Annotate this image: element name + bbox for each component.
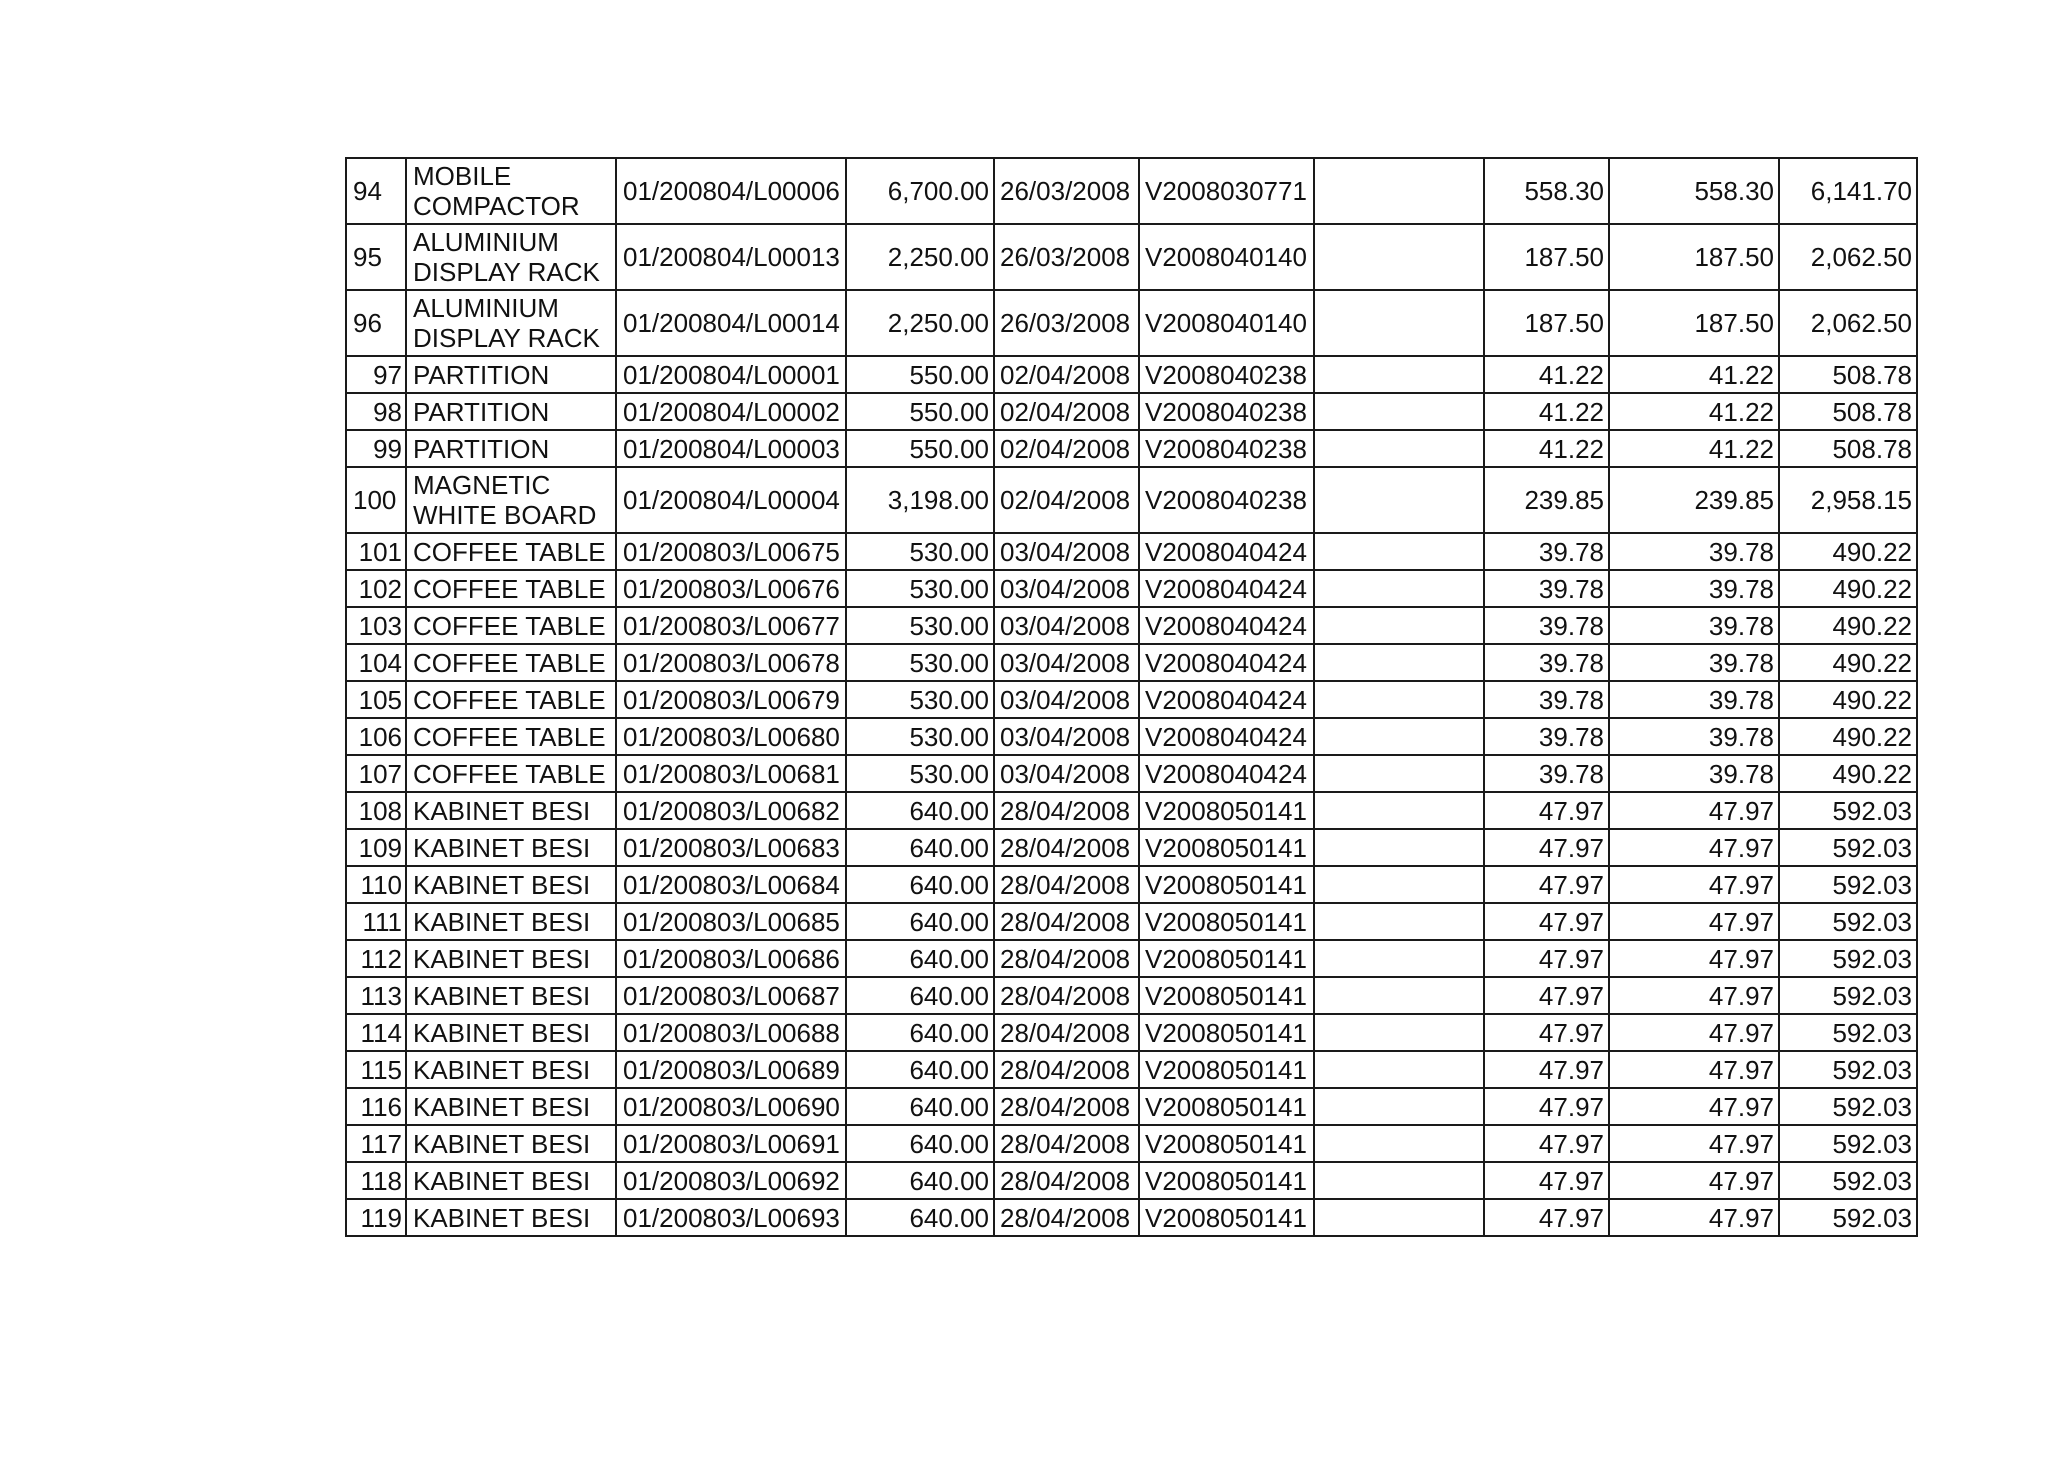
voucher-cell: V2008050141 <box>1139 903 1314 940</box>
net-book-value-cell: 592.03 <box>1779 977 1917 1014</box>
net-book-value-cell: 2,062.50 <box>1779 290 1917 356</box>
cost-cell: 550.00 <box>846 356 994 393</box>
description-cell: PARTITION <box>406 430 616 467</box>
table-row <box>346 1125 1917 1162</box>
cost-cell: 640.00 <box>846 1051 994 1088</box>
date-cell: 03/04/2008 <box>994 718 1139 755</box>
blank-cell <box>1314 430 1484 467</box>
row-number-cell: 109 <box>346 829 406 866</box>
net-book-value-cell: 508.78 <box>1779 430 1917 467</box>
asset-code-cell: 01/200803/L00675 <box>616 533 846 570</box>
description-cell: KABINET BESI <box>406 866 616 903</box>
asset-code-cell: 01/200803/L00685 <box>616 903 846 940</box>
description-cell: ALUMINIUM DISPLAY RACK <box>406 224 616 290</box>
depreciation-cell: 39.78 <box>1484 607 1609 644</box>
accumulated-depreciation-cell: 47.97 <box>1609 1199 1779 1236</box>
net-book-value-cell: 592.03 <box>1779 1051 1917 1088</box>
voucher-cell: V2008050141 <box>1139 1125 1314 1162</box>
blank-cell <box>1314 977 1484 1014</box>
date-cell: 28/04/2008 <box>994 1199 1139 1236</box>
row-number-cell: 101 <box>346 533 406 570</box>
description-cell: KABINET BESI <box>406 1051 616 1088</box>
blank-cell <box>1314 158 1484 224</box>
blank-cell <box>1314 718 1484 755</box>
voucher-cell: V2008050141 <box>1139 792 1314 829</box>
asset-code-cell: 01/200803/L00691 <box>616 1125 846 1162</box>
description-cell: KABINET BESI <box>406 792 616 829</box>
depreciation-cell: 39.78 <box>1484 533 1609 570</box>
table-row <box>346 903 1917 940</box>
accumulated-depreciation-cell: 239.85 <box>1609 467 1779 533</box>
row-number-cell: 113 <box>346 977 406 1014</box>
asset-code-cell: 01/200804/L00004 <box>616 467 846 533</box>
voucher-cell: V2008050141 <box>1139 1088 1314 1125</box>
voucher-cell: V2008050141 <box>1139 1051 1314 1088</box>
net-book-value-cell: 592.03 <box>1779 1088 1917 1125</box>
depreciation-cell: 41.22 <box>1484 393 1609 430</box>
voucher-cell: V2008040238 <box>1139 393 1314 430</box>
row-number-cell: 97 <box>346 356 406 393</box>
depreciation-cell: 187.50 <box>1484 224 1609 290</box>
table-row <box>346 224 1917 290</box>
table-row <box>346 158 1917 224</box>
date-cell: 02/04/2008 <box>994 393 1139 430</box>
table-row <box>346 681 1917 718</box>
description-cell: COFFEE TABLE <box>406 681 616 718</box>
row-number-cell: 103 <box>346 607 406 644</box>
net-book-value-cell: 592.03 <box>1779 1125 1917 1162</box>
accumulated-depreciation-cell: 41.22 <box>1609 356 1779 393</box>
net-book-value-cell: 6,141.70 <box>1779 158 1917 224</box>
description-cell: KABINET BESI <box>406 829 616 866</box>
cost-cell: 640.00 <box>846 1088 994 1125</box>
depreciation-cell: 47.97 <box>1484 940 1609 977</box>
blank-cell <box>1314 290 1484 356</box>
depreciation-cell: 47.97 <box>1484 903 1609 940</box>
accumulated-depreciation-cell: 47.97 <box>1609 866 1779 903</box>
cost-cell: 640.00 <box>846 866 994 903</box>
blank-cell <box>1314 681 1484 718</box>
asset-code-cell: 01/200803/L00684 <box>616 866 846 903</box>
description-cell: KABINET BESI <box>406 1014 616 1051</box>
row-number-cell: 102 <box>346 570 406 607</box>
description-cell: KABINET BESI <box>406 1125 616 1162</box>
depreciation-cell: 39.78 <box>1484 681 1609 718</box>
description-cell: KABINET BESI <box>406 977 616 1014</box>
table-row <box>346 533 1917 570</box>
cost-cell: 640.00 <box>846 1199 994 1236</box>
depreciation-cell: 47.97 <box>1484 866 1609 903</box>
asset-code-cell: 01/200803/L00690 <box>616 1088 846 1125</box>
blank-cell <box>1314 1088 1484 1125</box>
table-row <box>346 866 1917 903</box>
table-row <box>346 430 1917 467</box>
net-book-value-cell: 2,958.15 <box>1779 467 1917 533</box>
asset-code-cell: 01/200803/L00678 <box>616 644 846 681</box>
row-number-cell: 105 <box>346 681 406 718</box>
net-book-value-cell: 592.03 <box>1779 940 1917 977</box>
asset-code-cell: 01/200803/L00692 <box>616 1162 846 1199</box>
description-cell: PARTITION <box>406 393 616 430</box>
cost-cell: 530.00 <box>846 755 994 792</box>
blank-cell <box>1314 1162 1484 1199</box>
date-cell: 02/04/2008 <box>994 356 1139 393</box>
voucher-cell: V2008040424 <box>1139 718 1314 755</box>
asset-code-cell: 01/200803/L00679 <box>616 681 846 718</box>
date-cell: 28/04/2008 <box>994 903 1139 940</box>
blank-cell <box>1314 533 1484 570</box>
asset-code-cell: 01/200804/L00001 <box>616 356 846 393</box>
cost-cell: 640.00 <box>846 903 994 940</box>
asset-code-cell: 01/200803/L00688 <box>616 1014 846 1051</box>
asset-code-cell: 01/200803/L00689 <box>616 1051 846 1088</box>
depreciation-cell: 239.85 <box>1484 467 1609 533</box>
row-number-cell: 107 <box>346 755 406 792</box>
depreciation-cell: 47.97 <box>1484 1125 1609 1162</box>
blank-cell <box>1314 644 1484 681</box>
blank-cell <box>1314 1125 1484 1162</box>
net-book-value-cell: 592.03 <box>1779 1199 1917 1236</box>
row-number-cell: 104 <box>346 644 406 681</box>
table-row <box>346 792 1917 829</box>
accumulated-depreciation-cell: 47.97 <box>1609 1051 1779 1088</box>
asset-code-cell: 01/200804/L00003 <box>616 430 846 467</box>
blank-cell <box>1314 940 1484 977</box>
date-cell: 03/04/2008 <box>994 644 1139 681</box>
row-number-cell: 110 <box>346 866 406 903</box>
cost-cell: 3,198.00 <box>846 467 994 533</box>
row-number-cell: 108 <box>346 792 406 829</box>
voucher-cell: V2008050141 <box>1139 829 1314 866</box>
asset-code-cell: 01/200803/L00677 <box>616 607 846 644</box>
accumulated-depreciation-cell: 558.30 <box>1609 158 1779 224</box>
cost-cell: 2,250.00 <box>846 224 994 290</box>
accumulated-depreciation-cell: 39.78 <box>1609 681 1779 718</box>
date-cell: 28/04/2008 <box>994 866 1139 903</box>
table-row <box>346 1162 1917 1199</box>
date-cell: 26/03/2008 <box>994 158 1139 224</box>
blank-cell <box>1314 393 1484 430</box>
date-cell: 28/04/2008 <box>994 1162 1139 1199</box>
description-cell: COFFEE TABLE <box>406 644 616 681</box>
accumulated-depreciation-cell: 47.97 <box>1609 1125 1779 1162</box>
accumulated-depreciation-cell: 39.78 <box>1609 718 1779 755</box>
cost-cell: 550.00 <box>846 393 994 430</box>
net-book-value-cell: 490.22 <box>1779 718 1917 755</box>
asset-code-cell: 01/200804/L00013 <box>616 224 846 290</box>
cost-cell: 640.00 <box>846 1125 994 1162</box>
accumulated-depreciation-cell: 187.50 <box>1609 224 1779 290</box>
depreciation-cell: 41.22 <box>1484 356 1609 393</box>
voucher-cell: V2008050141 <box>1139 866 1314 903</box>
table-row <box>346 829 1917 866</box>
depreciation-cell: 47.97 <box>1484 1051 1609 1088</box>
accumulated-depreciation-cell: 39.78 <box>1609 570 1779 607</box>
blank-cell <box>1314 607 1484 644</box>
accumulated-depreciation-cell: 47.97 <box>1609 977 1779 1014</box>
table-row <box>346 467 1917 533</box>
row-number-cell: 98 <box>346 393 406 430</box>
depreciation-cell: 47.97 <box>1484 1199 1609 1236</box>
blank-cell <box>1314 903 1484 940</box>
cost-cell: 550.00 <box>846 430 994 467</box>
voucher-cell: V2008050141 <box>1139 1014 1314 1051</box>
blank-cell <box>1314 1051 1484 1088</box>
row-number-cell: 119 <box>346 1199 406 1236</box>
blank-cell <box>1314 1199 1484 1236</box>
voucher-cell: V2008040424 <box>1139 570 1314 607</box>
asset-code-cell: 01/200803/L00687 <box>616 977 846 1014</box>
date-cell: 28/04/2008 <box>994 1088 1139 1125</box>
cost-cell: 640.00 <box>846 829 994 866</box>
table-row <box>346 1051 1917 1088</box>
asset-table-body <box>346 158 1917 1236</box>
row-number-cell: 96 <box>346 290 406 356</box>
cost-cell: 640.00 <box>846 977 994 1014</box>
voucher-cell: V2008050141 <box>1139 977 1314 1014</box>
row-number-cell: 114 <box>346 1014 406 1051</box>
row-number-cell: 100 <box>346 467 406 533</box>
depreciation-cell: 47.97 <box>1484 977 1609 1014</box>
asset-code-cell: 01/200803/L00680 <box>616 718 846 755</box>
description-cell: KABINET BESI <box>406 1162 616 1199</box>
net-book-value-cell: 592.03 <box>1779 1014 1917 1051</box>
blank-cell <box>1314 792 1484 829</box>
depreciation-cell: 47.97 <box>1484 829 1609 866</box>
net-book-value-cell: 490.22 <box>1779 607 1917 644</box>
accumulated-depreciation-cell: 47.97 <box>1609 792 1779 829</box>
asset-code-cell: 01/200803/L00681 <box>616 755 846 792</box>
asset-code-cell: 01/200803/L00682 <box>616 792 846 829</box>
row-number-cell: 115 <box>346 1051 406 1088</box>
date-cell: 28/04/2008 <box>994 1014 1139 1051</box>
voucher-cell: V2008050141 <box>1139 940 1314 977</box>
blank-cell <box>1314 1014 1484 1051</box>
accumulated-depreciation-cell: 47.97 <box>1609 1088 1779 1125</box>
voucher-cell: V2008030771 <box>1139 158 1314 224</box>
cost-cell: 640.00 <box>846 940 994 977</box>
description-cell: ALUMINIUM DISPLAY RACK <box>406 290 616 356</box>
cost-cell: 530.00 <box>846 570 994 607</box>
row-number-cell: 95 <box>346 224 406 290</box>
table-row <box>346 940 1917 977</box>
asset-table <box>345 157 1918 1237</box>
description-cell: KABINET BESI <box>406 903 616 940</box>
voucher-cell: V2008040238 <box>1139 467 1314 533</box>
description-cell: KABINET BESI <box>406 940 616 977</box>
row-number-cell: 99 <box>346 430 406 467</box>
description-cell: COFFEE TABLE <box>406 607 616 644</box>
voucher-cell: V2008040424 <box>1139 533 1314 570</box>
date-cell: 28/04/2008 <box>994 977 1139 1014</box>
depreciation-cell: 47.97 <box>1484 1014 1609 1051</box>
net-book-value-cell: 592.03 <box>1779 829 1917 866</box>
table-row <box>346 393 1917 430</box>
asset-code-cell: 01/200803/L00693 <box>616 1199 846 1236</box>
date-cell: 28/04/2008 <box>994 1125 1139 1162</box>
table-row <box>346 718 1917 755</box>
accumulated-depreciation-cell: 47.97 <box>1609 1162 1779 1199</box>
description-cell: COFFEE TABLE <box>406 755 616 792</box>
net-book-value-cell: 592.03 <box>1779 866 1917 903</box>
net-book-value-cell: 490.22 <box>1779 533 1917 570</box>
net-book-value-cell: 490.22 <box>1779 644 1917 681</box>
blank-cell <box>1314 570 1484 607</box>
cost-cell: 530.00 <box>846 644 994 681</box>
table-row <box>346 290 1917 356</box>
depreciation-cell: 41.22 <box>1484 430 1609 467</box>
depreciation-cell: 39.78 <box>1484 755 1609 792</box>
date-cell: 02/04/2008 <box>994 467 1139 533</box>
accumulated-depreciation-cell: 39.78 <box>1609 533 1779 570</box>
description-cell: COFFEE TABLE <box>406 533 616 570</box>
blank-cell <box>1314 224 1484 290</box>
cost-cell: 2,250.00 <box>846 290 994 356</box>
date-cell: 03/04/2008 <box>994 570 1139 607</box>
table-row <box>346 1014 1917 1051</box>
voucher-cell: V2008040424 <box>1139 644 1314 681</box>
asset-code-cell: 01/200804/L00014 <box>616 290 846 356</box>
table-row <box>346 644 1917 681</box>
table-row <box>346 607 1917 644</box>
depreciation-cell: 47.97 <box>1484 1088 1609 1125</box>
date-cell: 03/04/2008 <box>994 607 1139 644</box>
accumulated-depreciation-cell: 39.78 <box>1609 755 1779 792</box>
voucher-cell: V2008040140 <box>1139 290 1314 356</box>
voucher-cell: V2008040238 <box>1139 356 1314 393</box>
net-book-value-cell: 592.03 <box>1779 1162 1917 1199</box>
cost-cell: 640.00 <box>846 792 994 829</box>
asset-code-cell: 01/200803/L00683 <box>616 829 846 866</box>
accumulated-depreciation-cell: 47.97 <box>1609 1014 1779 1051</box>
description-cell: KABINET BESI <box>406 1199 616 1236</box>
date-cell: 03/04/2008 <box>994 681 1139 718</box>
description-cell: COFFEE TABLE <box>406 718 616 755</box>
cost-cell: 530.00 <box>846 718 994 755</box>
net-book-value-cell: 592.03 <box>1779 792 1917 829</box>
date-cell: 28/04/2008 <box>994 940 1139 977</box>
depreciation-cell: 47.97 <box>1484 1162 1609 1199</box>
cost-cell: 6,700.00 <box>846 158 994 224</box>
cost-cell: 530.00 <box>846 681 994 718</box>
voucher-cell: V2008040424 <box>1139 755 1314 792</box>
net-book-value-cell: 508.78 <box>1779 356 1917 393</box>
row-number-cell: 116 <box>346 1088 406 1125</box>
voucher-cell: V2008040140 <box>1139 224 1314 290</box>
blank-cell <box>1314 467 1484 533</box>
cost-cell: 640.00 <box>846 1162 994 1199</box>
voucher-cell: V2008040424 <box>1139 681 1314 718</box>
date-cell: 28/04/2008 <box>994 829 1139 866</box>
accumulated-depreciation-cell: 47.97 <box>1609 940 1779 977</box>
description-cell: PARTITION <box>406 356 616 393</box>
date-cell: 28/04/2008 <box>994 792 1139 829</box>
cost-cell: 530.00 <box>846 533 994 570</box>
accumulated-depreciation-cell: 41.22 <box>1609 393 1779 430</box>
date-cell: 02/04/2008 <box>994 430 1139 467</box>
date-cell: 26/03/2008 <box>994 224 1139 290</box>
asset-code-cell: 01/200803/L00686 <box>616 940 846 977</box>
net-book-value-cell: 2,062.50 <box>1779 224 1917 290</box>
net-book-value-cell: 490.22 <box>1779 755 1917 792</box>
blank-cell <box>1314 755 1484 792</box>
cost-cell: 530.00 <box>846 607 994 644</box>
depreciation-cell: 39.78 <box>1484 718 1609 755</box>
depreciation-cell: 558.30 <box>1484 158 1609 224</box>
depreciation-cell: 187.50 <box>1484 290 1609 356</box>
date-cell: 03/04/2008 <box>994 533 1139 570</box>
accumulated-depreciation-cell: 39.78 <box>1609 644 1779 681</box>
voucher-cell: V2008050141 <box>1139 1199 1314 1236</box>
date-cell: 03/04/2008 <box>994 755 1139 792</box>
table-row <box>346 977 1917 1014</box>
depreciation-cell: 39.78 <box>1484 570 1609 607</box>
voucher-cell: V2008040424 <box>1139 607 1314 644</box>
accumulated-depreciation-cell: 187.50 <box>1609 290 1779 356</box>
asset-code-cell: 01/200804/L00002 <box>616 393 846 430</box>
table-row <box>346 1088 1917 1125</box>
accumulated-depreciation-cell: 39.78 <box>1609 607 1779 644</box>
net-book-value-cell: 508.78 <box>1779 393 1917 430</box>
accumulated-depreciation-cell: 47.97 <box>1609 903 1779 940</box>
depreciation-cell: 47.97 <box>1484 792 1609 829</box>
table-row <box>346 356 1917 393</box>
asset-code-cell: 01/200804/L00006 <box>616 158 846 224</box>
row-number-cell: 106 <box>346 718 406 755</box>
net-book-value-cell: 592.03 <box>1779 903 1917 940</box>
row-number-cell: 94 <box>346 158 406 224</box>
table-row <box>346 1199 1917 1236</box>
description-cell: COFFEE TABLE <box>406 570 616 607</box>
row-number-cell: 118 <box>346 1162 406 1199</box>
net-book-value-cell: 490.22 <box>1779 681 1917 718</box>
accumulated-depreciation-cell: 41.22 <box>1609 430 1779 467</box>
accumulated-depreciation-cell: 47.97 <box>1609 829 1779 866</box>
row-number-cell: 112 <box>346 940 406 977</box>
table-row <box>346 755 1917 792</box>
row-number-cell: 111 <box>346 903 406 940</box>
voucher-cell: V2008050141 <box>1139 1162 1314 1199</box>
net-book-value-cell: 490.22 <box>1779 570 1917 607</box>
row-number-cell: 117 <box>346 1125 406 1162</box>
depreciation-cell: 39.78 <box>1484 644 1609 681</box>
description-cell: MAGNETIC WHITE BOARD <box>406 467 616 533</box>
blank-cell <box>1314 829 1484 866</box>
date-cell: 28/04/2008 <box>994 1051 1139 1088</box>
description-cell: KABINET BESI <box>406 1088 616 1125</box>
cost-cell: 640.00 <box>846 1014 994 1051</box>
table-row <box>346 570 1917 607</box>
blank-cell <box>1314 356 1484 393</box>
asset-code-cell: 01/200803/L00676 <box>616 570 846 607</box>
description-cell: MOBILE COMPACTOR <box>406 158 616 224</box>
blank-cell <box>1314 866 1484 903</box>
voucher-cell: V2008040238 <box>1139 430 1314 467</box>
date-cell: 26/03/2008 <box>994 290 1139 356</box>
